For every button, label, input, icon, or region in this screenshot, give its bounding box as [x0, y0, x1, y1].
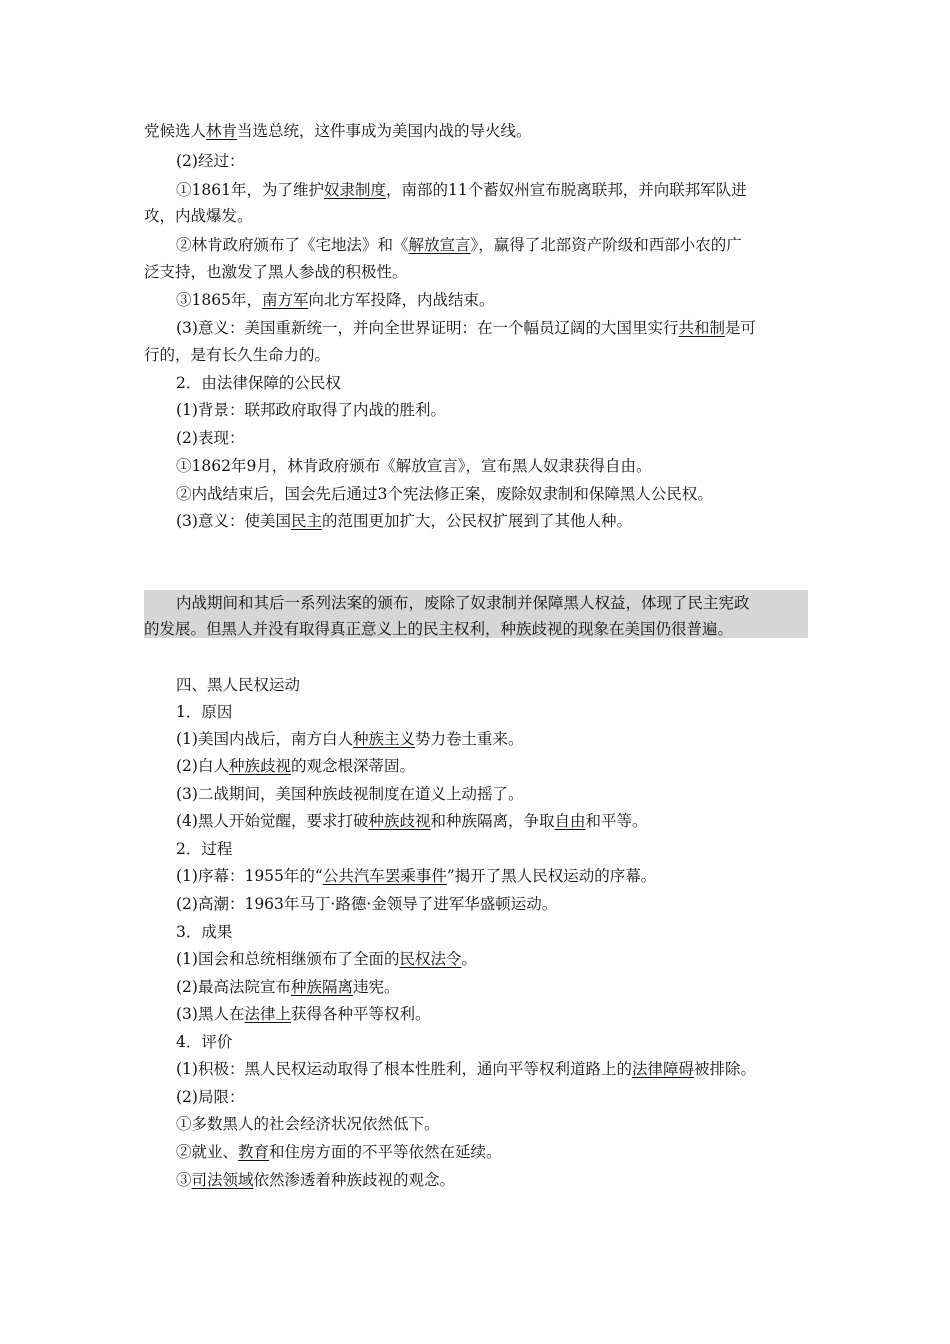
text-line — [176, 1087, 808, 1107]
text-line — [176, 977, 808, 997]
text-segment: 的观念根深蒂固。 — [290, 757, 415, 775]
text-segment: ”揭开了黑人民权运动的序幕。 — [446, 867, 657, 885]
text-segment: 当选总统，这件事成为美国内战的导火线。 — [237, 122, 532, 140]
underlined-term: 种族歧视 — [368, 812, 431, 830]
text-segment: 和住房方面的不平等依然在延续。 — [269, 1143, 502, 1161]
text-segment: 3．成果 — [176, 923, 233, 941]
text-line — [176, 456, 808, 476]
text-line — [176, 702, 808, 722]
text-line — [176, 839, 808, 859]
text-line — [176, 784, 808, 804]
text-segment: (3)意义：使美国 — [176, 512, 291, 530]
text-segment: (1)国会和总统相继颁布了全面的 — [176, 950, 400, 968]
text-segment: 内战期间和其后一系列法案的颁布，废除了奴隶制并保障黑人权益，体现了民主宪政 — [176, 594, 750, 612]
underlined-term: 种族主义 — [352, 730, 415, 748]
underlined-term: 奴隶制度 — [323, 181, 386, 199]
text-segment: (1)积极：黑人民权运动取得了根本性胜利，通向平等权利道路上的 — [176, 1060, 632, 1078]
text-segment: (2)表现： — [176, 429, 245, 447]
text-line — [176, 511, 808, 531]
text-segment: 的范围更加扩大，公民权扩展到了其他人种。 — [321, 512, 632, 530]
text-segment: 向北方军投降，内战结束。 — [308, 291, 495, 309]
text-line — [176, 949, 808, 969]
text-segment: 四、黑人民权运动 — [176, 676, 301, 694]
text-segment: 泛支持，也激发了黑人参战的积极性。 — [144, 263, 408, 281]
text-line — [176, 1114, 808, 1134]
text-segment: (2)局限： — [176, 1088, 245, 1106]
text-line — [144, 206, 808, 226]
text-segment: ①多数黑人的社会经济状况依然低下。 — [176, 1115, 440, 1133]
underlined-term: 公共汽车罢乘事件 — [322, 867, 447, 885]
text-segment: ②林肯政府颁布了《宅地法》和《 — [176, 236, 409, 254]
text-segment: 4．评价 — [176, 1033, 233, 1051]
text-line — [176, 1032, 808, 1052]
text-line — [176, 811, 808, 831]
underlined-term: 教育 — [238, 1143, 270, 1161]
underlined-term: 种族歧视 — [228, 757, 291, 775]
text-segment: 是可 — [724, 319, 756, 337]
text-segment: 。 — [461, 950, 477, 968]
underlined-term: 法律障碍 — [631, 1060, 694, 1078]
text-line — [144, 262, 808, 282]
underlined-term: 民主 — [290, 512, 322, 530]
text-segment: (3)二战期间，美国种族歧视制度在道义上动摇了。 — [176, 785, 524, 803]
text-segment: (2)经过： — [176, 152, 245, 170]
text-segment: (2)最高法院宣布 — [176, 978, 291, 996]
text-segment: (3)意义：美国重新统一，并向全世界证明：在一个幅员辽阔的大国里实行 — [176, 319, 679, 337]
text-line — [176, 894, 808, 914]
text-segment: ，南部的11个蓄奴州宣布脱离联邦，并向联邦军队进 — [385, 181, 747, 199]
text-line — [176, 373, 808, 393]
underlined-term: 种族隔离 — [290, 978, 353, 996]
text-line — [176, 180, 808, 200]
text-segment: 违宪。 — [352, 978, 400, 996]
text-segment: ②内战结束后，国会先后通过3个宪法修正案，废除奴隶制和保障黑人公民权。 — [176, 485, 713, 503]
text-line — [176, 1004, 808, 1024]
text-line — [144, 619, 808, 639]
text-segment: 势力卷土重来。 — [414, 730, 524, 748]
underlined-term: 解放宣言 — [408, 236, 471, 254]
text-segment: ③ — [176, 1171, 192, 1189]
text-line — [176, 484, 808, 504]
text-segment: 》，赢得了北部资产阶级和西部小农的广 — [470, 236, 742, 254]
text-line — [176, 235, 808, 255]
text-line — [176, 1059, 808, 1079]
text-segment: 被排除。 — [693, 1060, 756, 1078]
text-segment: 攻，内战爆发。 — [144, 207, 253, 225]
text-segment: 2．过程 — [176, 840, 233, 858]
underlined-term: 自由 — [554, 812, 586, 830]
text-segment: (1)美国内战后，南方白人 — [176, 730, 353, 748]
text-segment: (1)背景：联邦政府取得了内战的胜利。 — [176, 401, 446, 419]
text-segment: 行的，是有长久生命力的。 — [144, 346, 331, 364]
text-line — [176, 428, 808, 448]
text-segment: (2)白人 — [176, 757, 229, 775]
text-segment: 和种族隔离，争取 — [430, 812, 555, 830]
text-segment: 党候选人 — [144, 122, 207, 140]
text-line — [176, 400, 808, 420]
text-segment: ③1865年， — [176, 291, 262, 309]
text-line — [176, 922, 808, 942]
text-line — [144, 345, 808, 365]
text-segment: (3)黑人在 — [176, 1005, 245, 1023]
text-segment: 和平等。 — [585, 812, 648, 830]
text-line — [144, 121, 808, 141]
text-line — [176, 593, 808, 613]
text-segment: 1．原因 — [176, 703, 233, 721]
text-segment: (2)高潮：1963年马丁·路德·金领导了进军华盛顿运动。 — [176, 895, 558, 913]
text-line — [176, 866, 808, 886]
text-segment: 获得各种平等权利。 — [290, 1005, 431, 1023]
text-segment: ②就业、 — [176, 1143, 239, 1161]
text-segment: 2．由法律保障的公民权 — [176, 374, 341, 392]
text-segment: ①1862年9月，林肯政府颁布《解放宣言》，宣布黑人奴隶获得自由。 — [176, 457, 652, 475]
text-line — [176, 1142, 808, 1162]
text-line — [176, 1170, 808, 1190]
text-segment: 依然渗透着种族歧视的观念。 — [253, 1171, 456, 1189]
text-line — [176, 290, 808, 310]
text-line — [176, 675, 808, 695]
underlined-term: 南方军 — [261, 291, 309, 309]
underlined-term: 林肯 — [206, 122, 238, 140]
text-line — [176, 756, 808, 776]
text-segment: (4)黑人开始觉醒，要求打破 — [176, 812, 369, 830]
text-segment: 的发展。但黑人并没有取得真正意义上的民主权利，种族歧视的现象在美国仍很普遍。 — [144, 620, 734, 638]
underlined-term: 共和制 — [678, 319, 725, 337]
underlined-term: 司法领域 — [191, 1171, 254, 1189]
text-segment: (1)序幕：1955年的“ — [176, 867, 323, 885]
text-line — [176, 318, 808, 338]
text-segment: ①1861年，为了维护 — [176, 181, 324, 199]
text-line — [176, 151, 808, 171]
text-line — [176, 729, 808, 749]
underlined-term: 法律上 — [244, 1005, 291, 1023]
underlined-term: 民权法令 — [399, 950, 462, 968]
